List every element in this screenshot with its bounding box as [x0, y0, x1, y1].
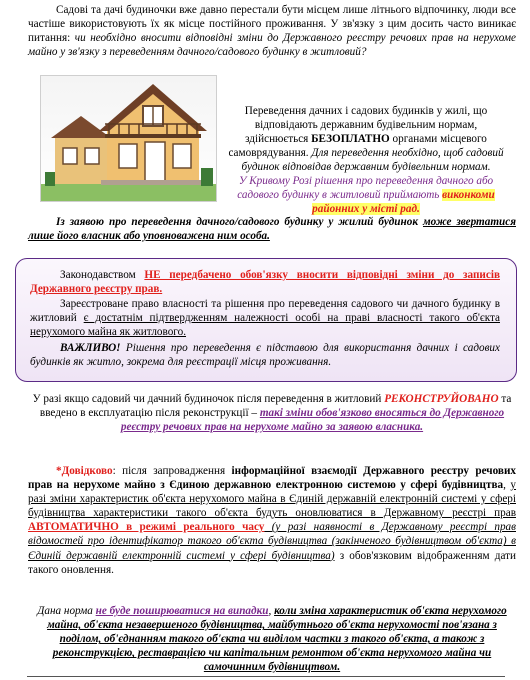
- box-paragraph-2: [30, 297, 500, 339]
- automatic-realtime-label: АВТОМАТИЧНО в режимі реального часу: [28, 521, 265, 534]
- kryvyi-rih-text: У Кривому Розі рішення про переведення дачного або садового будинку в житловий приймають: [237, 175, 494, 202]
- box-paragraph-3: [30, 341, 500, 369]
- box-paragraph-1: [30, 268, 500, 296]
- not-applicable-label: не буде поширюватися на випадки: [95, 605, 269, 617]
- interaction-statement: інформаційної взаємодії Державного реєстру речових прав на нерухоме майно з Єдиною державною електронною системою у сфері будівництва: [28, 465, 516, 492]
- sufficient-proof-statement: є достатнім підтвердженням належності особі на праві власності такого об'єкта нерухомого майна як житлового.: [30, 312, 500, 339]
- owner-note-underlined: може звертатися лише його власник або уповноважена ним особа.: [28, 216, 516, 243]
- transfer-text-2: органами місцевого самоврядування.: [228, 133, 487, 160]
- reference-text: : після запровадження: [112, 465, 232, 477]
- reconstruction-text-2: та введено в експлуатацію після реконструкції –: [39, 393, 512, 420]
- reference-text-3: з обов'язковим відображенням дати такого оновлення.: [28, 549, 516, 576]
- executive-committees-highlight: виконкоми районних у місті рад.: [312, 189, 495, 216]
- box-p1-text: Законодавством: [60, 269, 145, 281]
- final-note-paragraph: [28, 604, 516, 674]
- exceptions-statement: коли зміна характеристик об'єкта нерухомого майна, об'єкта незавершеного будівництва, майбутнього об'єкта нерухомості пов'язана з поділом, об'єднанням такого об'єкта чи виділом частки з такого об'єкта, а також з реконструкцією, реставрацією чи капітальним ремонтом об'єкта нерухомого майна чи самочинним будівництвом.: [47, 605, 507, 674]
- owner-note-text: Із заявою про переведення дачного/садового будинку у жилий будинок: [56, 216, 423, 228]
- reconstruction-paragraph: [28, 392, 516, 434]
- house-photo: [40, 75, 217, 202]
- intro-text: Садові та дачі будиночки вже давно перестали бути місцем лише літнього відпочинку, люди все частіше використовують їх як місце постійного проживання. У зв'язку з цим досить часто виникає питання:: [28, 4, 516, 45]
- owner-note: [28, 215, 516, 243]
- reference-paragraph: [28, 464, 516, 577]
- intro-paragraph: [28, 3, 516, 59]
- final-note-text-2: ,: [268, 605, 275, 617]
- bottom-rule: [27, 676, 505, 677]
- reference-label: *Довідково: [56, 465, 113, 477]
- reference-text-2: ,: [503, 479, 511, 492]
- no-obligation-statement: НЕ передбачено обов'язку вносити відповідні зміни до записів Державного реєстру прав.: [30, 269, 500, 296]
- identifier-condition: (у разі наявності в Державному реєстрі прав відомостей про ідентифікатор такого об'єкта будівництва (закінченого будівництвом об'єкта) в Єдиній державній електронній системі у сфері будівництва): [28, 521, 516, 562]
- final-note-text: Дана норма: [37, 605, 96, 617]
- intro-question: чи необхідно вносити відповідні зміни до Державного реєстру речових прав на нерухоме майно у зв'язку з переведенням дачного/садового будинку в житловий?: [28, 32, 516, 59]
- reconstruction-text: У разі якщо садовий чи дачний будиночок після переведення в житловий: [32, 393, 385, 405]
- transfer-text: Переведення дачних і садових будинків у жилі, що відповідають державним будівельним нормам, здійснюється: [244, 105, 488, 146]
- transfer-paragraph: [222, 104, 510, 174]
- characteristics-update-statement: у разі зміни характеристик об'єкта нерухомого майна в Єдиній державній електронній системі у сфері будівництва характеристики такого об'єкта будуть оновлюватися в Державному реєстрі прав: [28, 479, 517, 520]
- box-p3-text: Рішення про переведення є підставою для використання дачних і садових будинків як житло, зокрема для реєстрації місця проживання.: [30, 342, 500, 369]
- kryvyi-rih-paragraph: [222, 174, 510, 216]
- free-of-charge-label: БЕЗОПЛАТНО: [311, 133, 390, 146]
- reconstructed-label: РЕКОНСТРУЙОВАНО: [384, 393, 499, 405]
- important-label: ВАЖЛИВО!: [60, 342, 121, 354]
- box-p2-text: Зареєстроване право власності та рішення про переведення садового чи дачного будинку в житловий: [30, 298, 500, 325]
- transfer-requirement: Для переведення необхідно, щоб садовий будинок відповідав державним будівельним нормам.: [241, 147, 504, 174]
- mandatory-changes-statement: такі зміни обов'язково вносяться до Державного реєстру речових прав на нерухоме майно за заявою власника.: [120, 407, 505, 434]
